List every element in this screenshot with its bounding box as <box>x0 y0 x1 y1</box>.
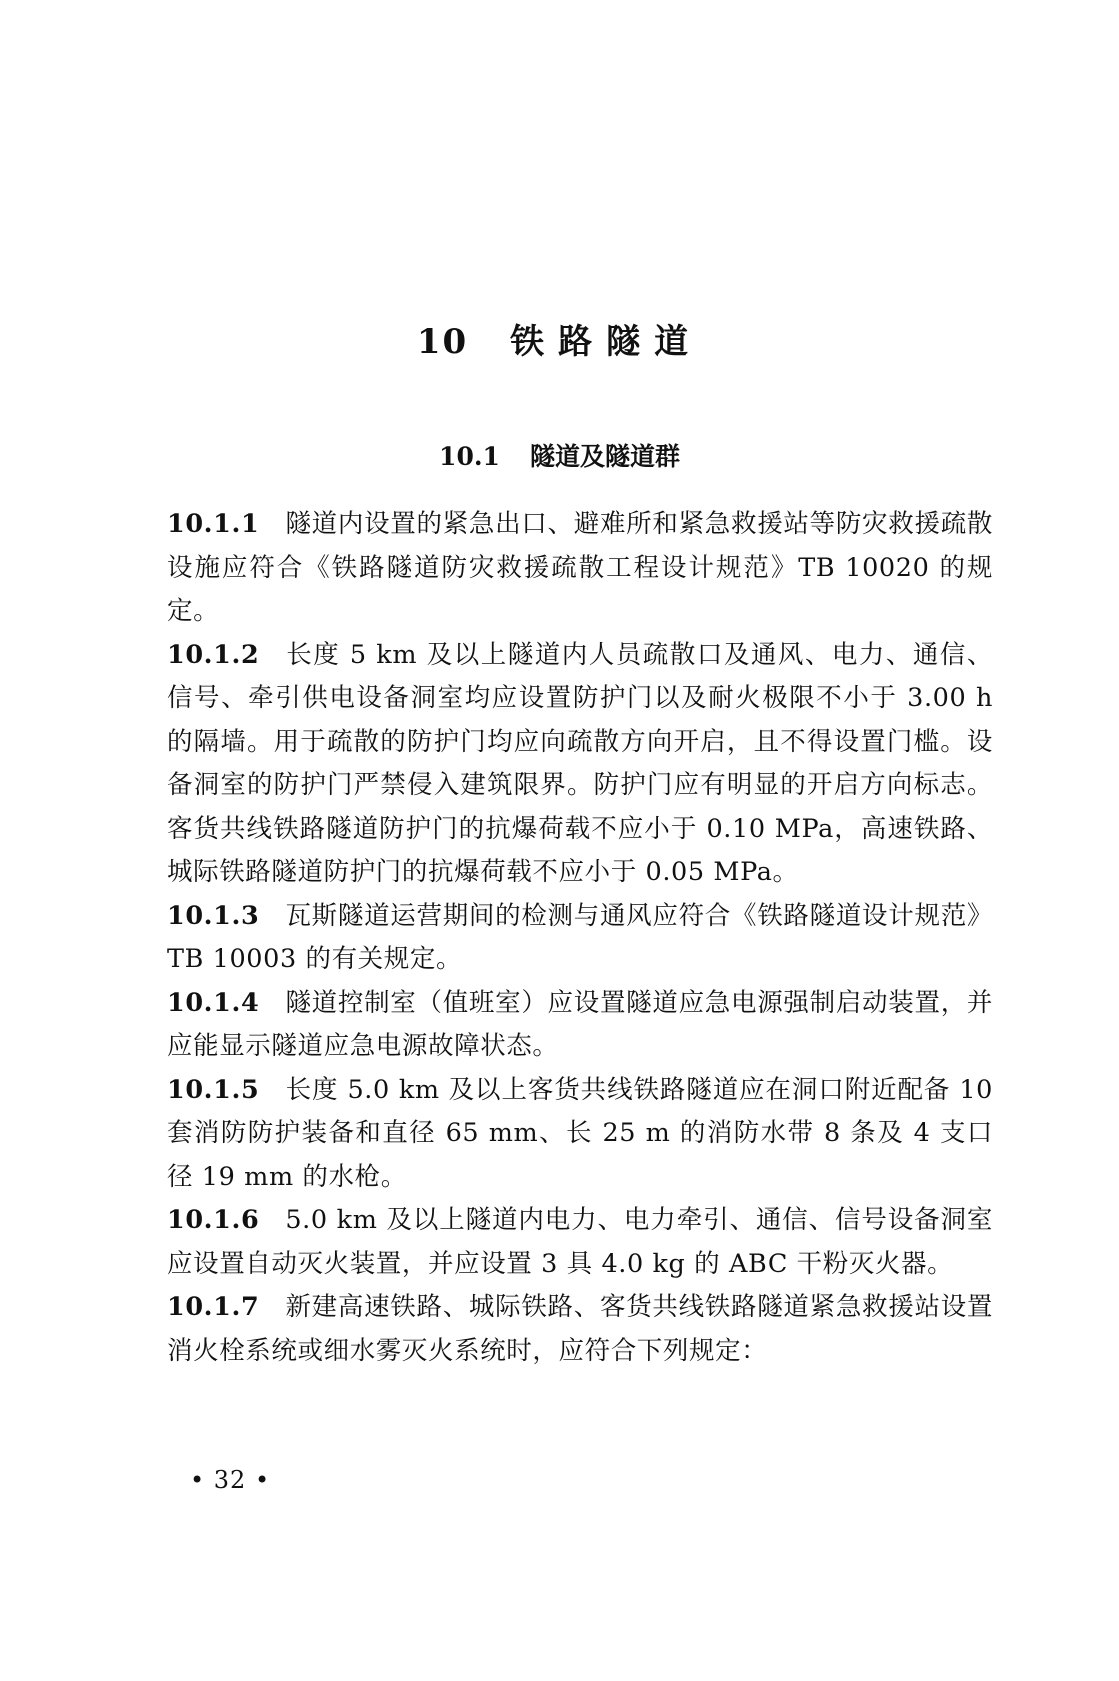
clause-number: 10.1.2 <box>167 639 260 670</box>
clause-10-1-1 <box>167 503 993 634</box>
clause-text: 长度 5.0 km 及以上客货共线铁路隧道应在洞口附近配备 10 套消防防护装备和直径 65 mm、长 25 m 的消防水带 8 条及 4 支口径 19 mm 的水枪。 <box>167 1074 993 1192</box>
clause-10-1-7 <box>167 1286 993 1373</box>
clause-text: 隧道内设置的紧急出口、避难所和紧急救援站等防灾救援疏散设施应符合《铁路隧道防灾救援疏散工程设计规范》TB 10020 的规定。 <box>167 509 993 626</box>
clause-number: 10.1.1 <box>167 509 260 539</box>
clause-text: 新建高速铁路、城际铁路、客货共线铁路隧道紧急救援站设置消火栓系统或细水雾灭火系统时，应符合下列规定： <box>167 1292 993 1366</box>
section-name: 隧道及隧道群 <box>529 442 680 471</box>
clause-text: 瓦斯隧道运营期间的检测与通风应符合《铁路隧道设计规范》TB 10003 的有关规定。 <box>167 900 993 974</box>
clause-10-1-5 <box>167 1069 993 1200</box>
chapter-name: 铁路隧道 <box>510 322 703 362</box>
chapter-number: 10 <box>416 322 469 362</box>
clause-10-1-4 <box>167 982 993 1069</box>
clause-text: 隧道控制室（值班室）应设置隧道应急电源强制启动装置，并应能显示隧道应急电源故障状态。 <box>167 987 993 1061</box>
section-title <box>0 441 1119 473</box>
clause-number: 10.1.5 <box>167 1074 260 1105</box>
clause-text: 5.0 km 及以上隧道内电力、电力牵引、通信、信号设备洞室应设置自动灭火装置，并应设置 3 具 4.0 kg 的 ABC 干粉灭火器。 <box>167 1205 993 1279</box>
clause-10-1-6 <box>167 1199 993 1286</box>
clause-number: 10.1.6 <box>167 1205 260 1235</box>
clause-list <box>167 503 993 1373</box>
clause-10-1-3 <box>167 895 993 982</box>
clause-number: 10.1.3 <box>167 900 260 931</box>
clause-number: 10.1.4 <box>167 987 260 1018</box>
clause-number: 10.1.7 <box>167 1292 260 1322</box>
section-number: 10.1 <box>439 442 500 471</box>
chapter-title <box>0 322 1119 362</box>
clause-text: 长度 5 km 及以上隧道内人员疏散口及通风、电力、通信、信号、牵引供电设备洞室均应设置防护门以及耐火极限不小于 3.00 h 的隔墙。用于疏散的防护门均应向疏散方向开启，且不得设置门槛。设备洞室的防护门严禁侵入建筑限界。防护门应有明显的开启方向标志。客货共线铁路隧道防护门的抗爆荷载不应小于 0.10 MPa，高速铁路、城际铁路隧道防护门的抗爆荷载不应小于 0.05 MPa。 <box>167 639 993 887</box>
clause-10-1-2 <box>167 634 993 895</box>
page-number: • 32 • <box>190 1466 271 1494</box>
